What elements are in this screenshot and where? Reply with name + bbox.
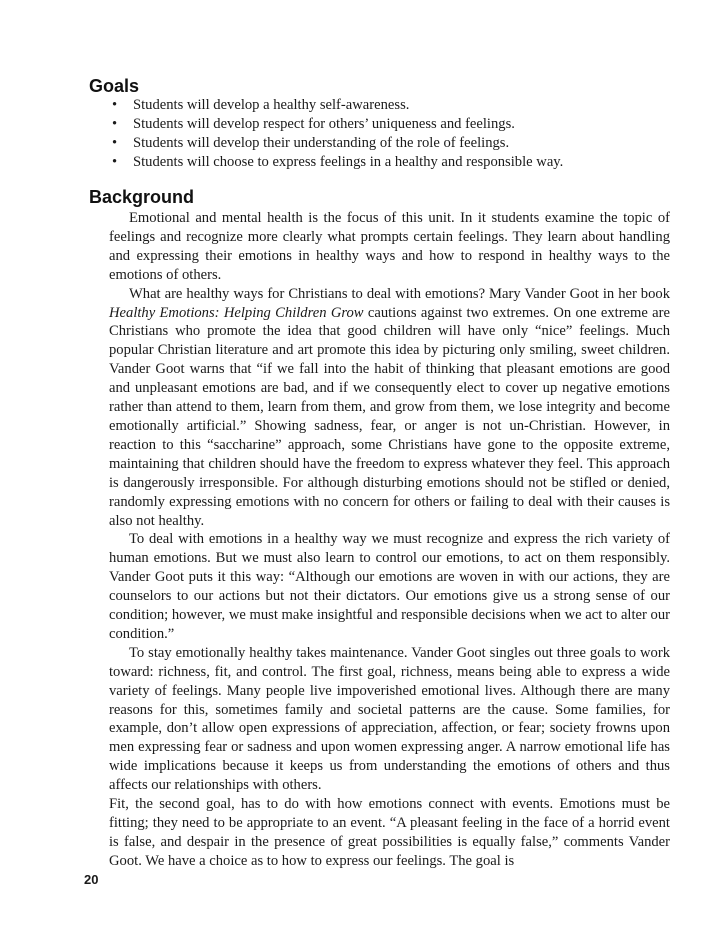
book-title: Healthy Emotions: Helping Children Grow [109, 304, 364, 321]
background-heading: Background [89, 187, 195, 207]
goal-item: • Students will develop respect for others’ uniqueness and feelings. [112, 115, 672, 134]
paragraph: To stay emotionally healthy takes maintenance. Vander Goot singles out three goals to work toward: richness, fit, and control. The first goal, richness, means being able to express a wide variety of feelings. Many people live impoverished emotional lives. Although there are many reasons for this, sometimes family and societal patterns are the cause. Some families, for example, don’t allow open expressions of appreciation, affection, or fear; society frowns upon men expressing fear or sadness and upon women expressing anger. A narrow emotional life has wide implications because it keeps us from understanding the emotions of others and thus affects our relationships with others. [109, 644, 670, 794]
goal-item: • Students will develop their understanding of the role of feelings. [112, 134, 672, 153]
goal-item: • Students will develop a healthy self-awareness. [112, 96, 672, 115]
goals-heading: Goals [89, 76, 140, 96]
goal-item: • Students will choose to express feelings in a healthy and responsible way. [112, 153, 672, 172]
page-number: 20 [84, 872, 99, 887]
goals-list [112, 96, 672, 172]
paragraph: Emotional and mental health is the focus of this unit. In it students examine the topic of feelings and recognize more clearly what prompts certain feelings. They learn about handling and expressing their emotions in healthy ways and how to respond in healthy ways to the emotions of others. [109, 210, 670, 283]
paragraph-text: What are healthy ways for Christians to deal with emotions? Mary Vander Goot in her book [129, 285, 670, 302]
paragraph: To deal with emotions in a healthy way we must recognize and express the rich variety of human emotions. But we must also learn to control our emotions, to act on them responsibly. Vander Goot puts it this way: “Although our emotions are woven in with our actions, they are counselors to our actions but not their dictators. Our emotions give us a strong sense of our condition; however, we must make insightful and responsible decisions when we act to alter our condition.” [109, 531, 670, 642]
paragraph: Fit, the second goal, has to do with how emotions connect with events. Emotions must be fitting; they need to be appropriate to an event. “A pleasant feeling in the face of a horrid event is false, and despair in the presence of great possibilities is equally false,” comments Vander Goot. We have a choice as to how to express our feelings. The goal is [109, 796, 670, 869]
paragraph-text: cautions against two extremes. On one extreme are Christians who promote the idea that good children will have only “nice” feelings. Much popular Christian literature and art promote this idea by picturing only smiling, sweet children. Vander Goot warns that “if we fall into the habit of thinking that pleasant emotions are good and unpleasant emotions are bad, and if we consequently elect to cover up negative emotions rather than attend to them, learn from them, and grow from them, we lose integrity and become emotionally artificial.” Showing sadness, fear, or anger is not un-Christian. However, in reaction to this “saccharine” approach, some Christians have gone to the opposite extreme, maintaining that children should have the freedom to express whatever they feel. This approach is dangerously irresponsible. For although disturbing emotions should not be stifled or denied, randomly expressing emotions with no concern for others or failing to deal with their causes is also not healthy. [109, 304, 671, 529]
paragraph [109, 285, 670, 531]
background-body [109, 209, 670, 871]
